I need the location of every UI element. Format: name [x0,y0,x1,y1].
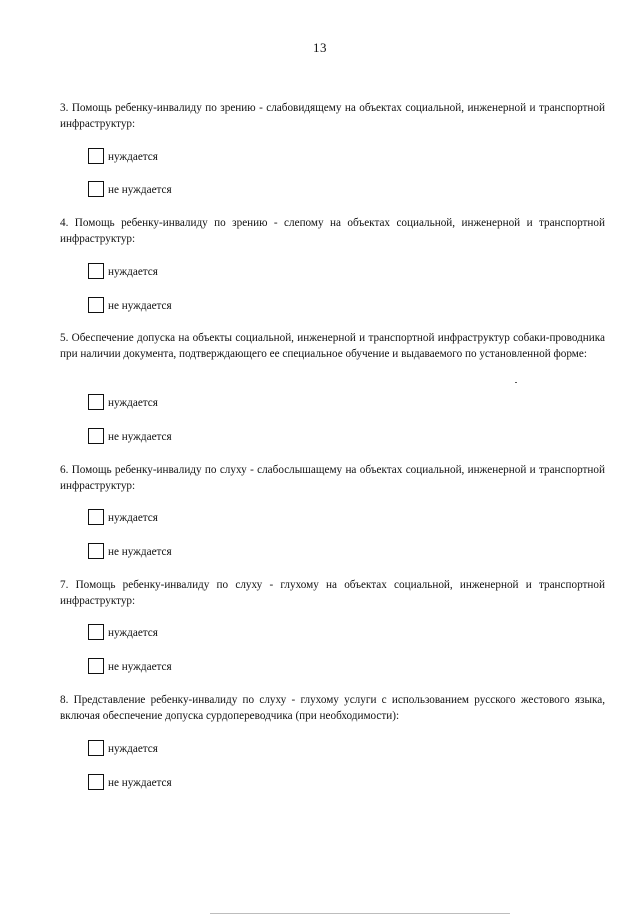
option-not-needs[interactable] [88,539,172,559]
checkbox[interactable] [88,394,104,410]
option-not-needs[interactable] [88,654,172,674]
option-label: не нуждается [108,300,172,312]
question-text: 7. Помощь ребенку-инвалиду по слуху - глухому на объектах социальной, инженерной и транспортной инфраструктур: [60,579,605,607]
question-text: 5. Обеспечение допуска на объекты социальной, инженерной и транспортной инфраструктур собаки-проводника при наличии документа, подтверждающего ее специальное обучение и выдаваемого по установленной форме: [60,332,605,360]
section-7 [60,578,605,673]
checkbox[interactable] [88,181,104,197]
option-label: не нуждается [108,431,172,443]
page-number: 13 [313,40,327,55]
option-needs[interactable] [88,505,158,525]
checkbox[interactable] [88,148,104,164]
option-needs[interactable] [88,736,158,756]
checkbox[interactable] [88,297,104,313]
checkbox[interactable] [88,774,104,790]
checkbox[interactable] [88,509,104,525]
option-label: не нуждается [108,777,172,789]
checkbox[interactable] [88,740,104,756]
question-text: 6. Помощь ребенку-инвалиду по слуху - слабослышащему на объектах социальной, инженерной и транспортной инфраструктур: [60,464,605,492]
option-label: нуждается [108,397,158,409]
option-not-needs[interactable] [88,293,172,313]
option-label: не нуждается [108,184,172,196]
question-text: 4. Помощь ребенку-инвалиду по зрению - слепому на объектах социальной, инженерной и транспортной инфраструктур: [60,217,605,245]
option-needs[interactable] [88,620,158,640]
option-not-needs[interactable] [88,177,172,197]
option-label: не нуждается [108,546,172,558]
option-label: нуждается [108,512,158,524]
checkbox[interactable] [88,263,104,279]
scan-speck [515,382,517,383]
section-3 [60,101,605,196]
option-needs[interactable] [88,390,158,410]
section-4 [60,216,605,312]
checkbox[interactable] [88,658,104,674]
checkbox[interactable] [88,428,104,444]
option-label: нуждается [108,743,158,755]
option-label: нуждается [108,151,158,163]
option-not-needs[interactable] [88,424,172,444]
option-needs[interactable] [88,144,158,164]
checkbox[interactable] [88,624,104,640]
option-label: нуждается [108,627,158,639]
question-text: 8. Представление ребенку-инвалиду по слуху - глухому услуги с использованием русского жестового языка, включая обеспечение допуска сурдопереводчика (при необходимости): [60,694,605,722]
question-text: 3. Помощь ребенку-инвалиду по зрению - слабовидящему на объектах социальной, инженерной и транспортной инфраструктур: [60,102,605,130]
section-6 [60,463,605,558]
checkbox[interactable] [88,543,104,559]
section-5 [60,331,605,443]
option-label: нуждается [108,266,158,278]
scan-edge-line [210,913,510,914]
option-needs[interactable] [88,259,158,279]
option-label: не нуждается [108,661,172,673]
section-8 [60,693,605,789]
option-not-needs[interactable] [88,770,172,790]
